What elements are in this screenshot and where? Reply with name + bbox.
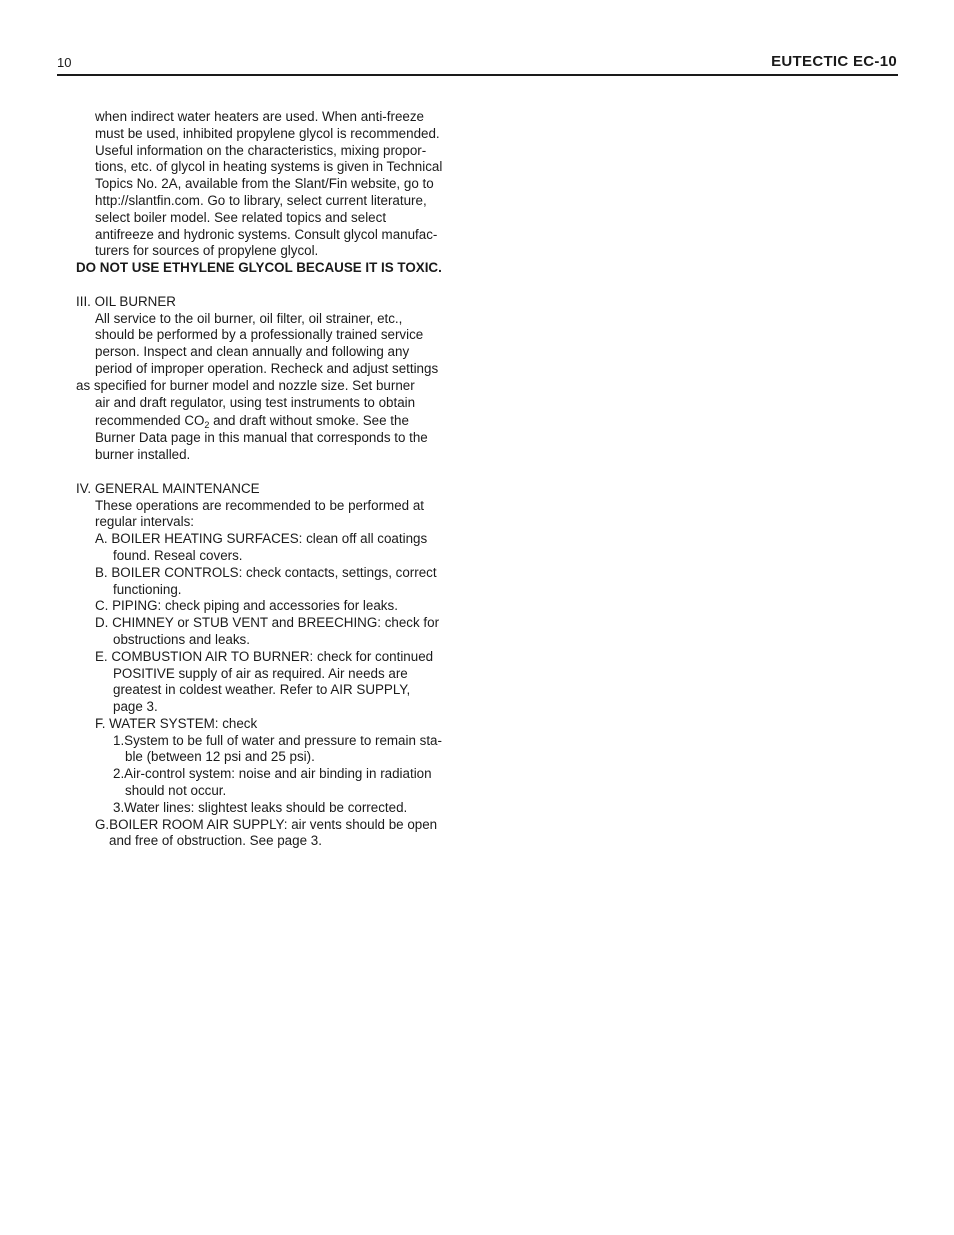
list-item: C. PIPING: check piping and accessories for leaks. — [95, 598, 398, 614]
oil-burner-section — [76, 294, 468, 464]
text-line: Useful information on the characteristics, mixing propor- — [95, 142, 427, 158]
text-span: and draft without smoke. See the — [209, 413, 409, 429]
text-line: person. Inspect and clean annually and following any — [95, 344, 410, 360]
list-item: E. COMBUSTION AIR TO BURNER: check for continued — [95, 648, 434, 664]
text-line: These operations are recommended to be performed at — [95, 497, 424, 513]
sub-list-item: 1.System to be full of water and pressure to remain sta- — [113, 732, 442, 748]
toxic-warning: DO NOT USE ETHYLENE GLYCOL BECAUSE IT IS TOXIC. — [76, 260, 442, 276]
list-item-continuation: POSITIVE supply of air as required. Air needs are — [113, 665, 408, 681]
sub-list-item-continuation: ble (between 12 psi and 25 psi). — [125, 749, 315, 765]
section-heading-oil-burner: III. OIL BURNER — [76, 293, 176, 309]
text-line: All service to the oil burner, oil filter, oil strainer, etc., — [95, 310, 403, 326]
section-heading-general-maintenance: IV. GENERAL MAINTENANCE — [76, 480, 260, 496]
sub-list-item-continuation: should not occur. — [125, 783, 227, 799]
text-line: antifreeze and hydronic systems. Consult glycol manufac- — [95, 226, 438, 242]
text-span: recommended CO — [95, 413, 205, 429]
spacer — [76, 277, 468, 294]
text-line: tions, etc. of glycol in heating systems is given in Technical — [95, 159, 443, 175]
text-line: burner installed. — [95, 447, 191, 463]
document-title: EUTECTIC EC-10 — [771, 53, 897, 70]
text-line: Topics No. 2A, available from the Slant/Fin website, go to — [95, 176, 434, 192]
list-item-continuation: found. Reseal covers. — [113, 547, 243, 563]
text-line: period of improper operation. Recheck and adjust settings — [95, 360, 439, 376]
co2-subscript: 2 — [204, 420, 210, 431]
text-line: regular intervals: — [95, 514, 194, 530]
list-item-continuation: and free of obstruction. See page 3. — [109, 833, 322, 849]
spacer — [76, 464, 468, 481]
text-line: select boiler model. See related topics and select — [95, 209, 387, 225]
sub-list-item: 2.Air-control system: noise and air binding in radiation — [113, 766, 432, 782]
text-line: should be performed by a professionally trained service — [95, 327, 424, 343]
list-item: D. CHIMNEY or STUB VENT and BREECHING: check for — [95, 615, 440, 631]
list-item: F. WATER SYSTEM: check — [95, 715, 258, 731]
list-item-continuation: greatest in coldest weather. Refer to AIR SUPPLY, — [113, 682, 411, 698]
text-line: turers for sources of propylene glycol. — [95, 243, 319, 259]
text-line: must be used, inhibited propylene glycol is recommended. — [95, 125, 440, 141]
glycol-paragraph — [76, 109, 468, 277]
co2-line — [76, 411, 468, 430]
text-line: air and draft regulator, using test instruments to obtain — [95, 394, 416, 410]
page-content — [76, 109, 468, 850]
page-number: 10 — [57, 55, 72, 70]
text-line: http://slantfin.com. Go to library, select current literature, — [95, 192, 427, 208]
list-item: B. BOILER CONTROLS: check contacts, settings, correct — [95, 564, 437, 580]
text-line: when indirect water heaters are used. When anti-freeze — [95, 109, 424, 124]
list-item-continuation: functioning. — [113, 581, 182, 597]
text-line: Burner Data page in this manual that corresponds to the — [95, 430, 428, 446]
sub-list-item: 3.Water lines: slightest leaks should be corrected. — [113, 799, 408, 815]
page-header — [57, 54, 898, 76]
list-item-continuation: page 3. — [113, 699, 158, 715]
list-item-continuation: obstructions and leaks. — [113, 631, 250, 647]
list-item: A. BOILER HEATING SURFACES: clean off all coatings — [95, 531, 428, 547]
general-maintenance-section — [76, 481, 468, 851]
text-line: as specified for burner model and nozzle size. Set burner — [76, 377, 415, 393]
list-item: G.BOILER ROOM AIR SUPPLY: air vents should be open — [95, 816, 438, 832]
